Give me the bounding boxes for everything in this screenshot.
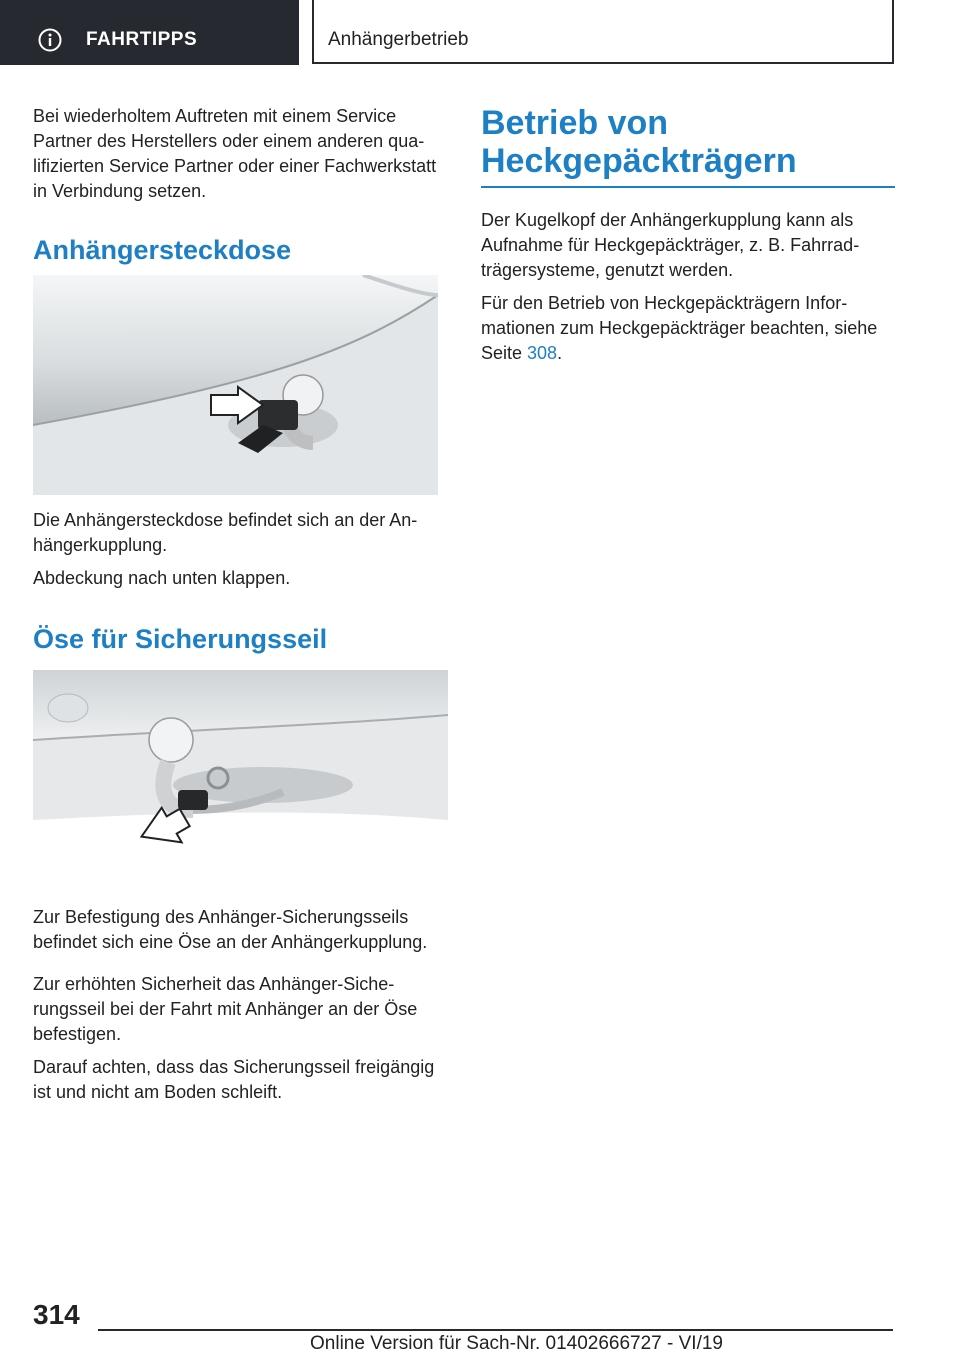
heading-safety-cable-eye: Öse für Sicherungsseil [33,624,328,654]
eye-text [33,905,448,1105]
left-column [33,104,448,266]
heading-trailer-socket: Anhängersteckdose [33,235,292,265]
rack-paragraph-2-text: Für den Betrieb von Heckgepäckträgern Informationen zum Heckgepäckträger beachten, siehe Seite [481,293,878,363]
section-tab [0,0,299,65]
chapter-tab [312,0,894,64]
socket-paragraph-1: Die Anhängersteckdose befindet sich an der Anhängerkupplung. [33,510,418,555]
info-icon [38,28,62,52]
chapter-title: Anhängerbetrieb [328,29,469,50]
socket-paragraph-2: Abdeckung nach unten klappen. [33,568,291,588]
rack-paragraph-1: Der Kugelkopf der Anhängerkupplung kann als Aufnahme für Heckgepäckträger, z. B. Fahrradträgersysteme, genutzt werden. [481,210,860,280]
socket-text [33,508,448,655]
safety-eye-illustration [33,670,448,865]
section-title: FAHRTIPPS [86,29,198,50]
eye-paragraph-2: Zur erhöhten Sicherheit das Anhänger-Sicherungsseil bei der Fahrt mit Anhänger an der Öse befestigen. [33,974,418,1044]
heading-rear-carrier: Betrieb von Heckgepäckträgern [481,104,895,188]
page-number: 314 [33,1299,80,1330]
rack-paragraph-2 [481,291,895,366]
rack-paragraph-2-end: . [557,343,563,363]
right-column [481,104,895,366]
eye-paragraph-1: Zur Befestigung des Anhänger-Sicherungsseils befindet sich eine Öse an der Anhängerkupplung. [33,907,428,952]
trailer-socket-illustration [33,275,438,495]
eye-paragraph-3: Darauf achten, dass das Sicherungsseil freigängig ist und nicht am Boden schleift. [33,1057,435,1102]
page-reference-link[interactable]: 308 [527,343,558,363]
footer-version: Online Version für Sach-Nr. 01402666727 - VI/19 [310,1333,723,1354]
intro-paragraph: Bei wiederholtem Auftreten mit einem Service Partner des Herstellers oder einem anderen qualifizierten Service Partner oder einer Fachwerkstatt in Verbindung setzen. [33,106,437,201]
footer-divider [98,1329,893,1331]
